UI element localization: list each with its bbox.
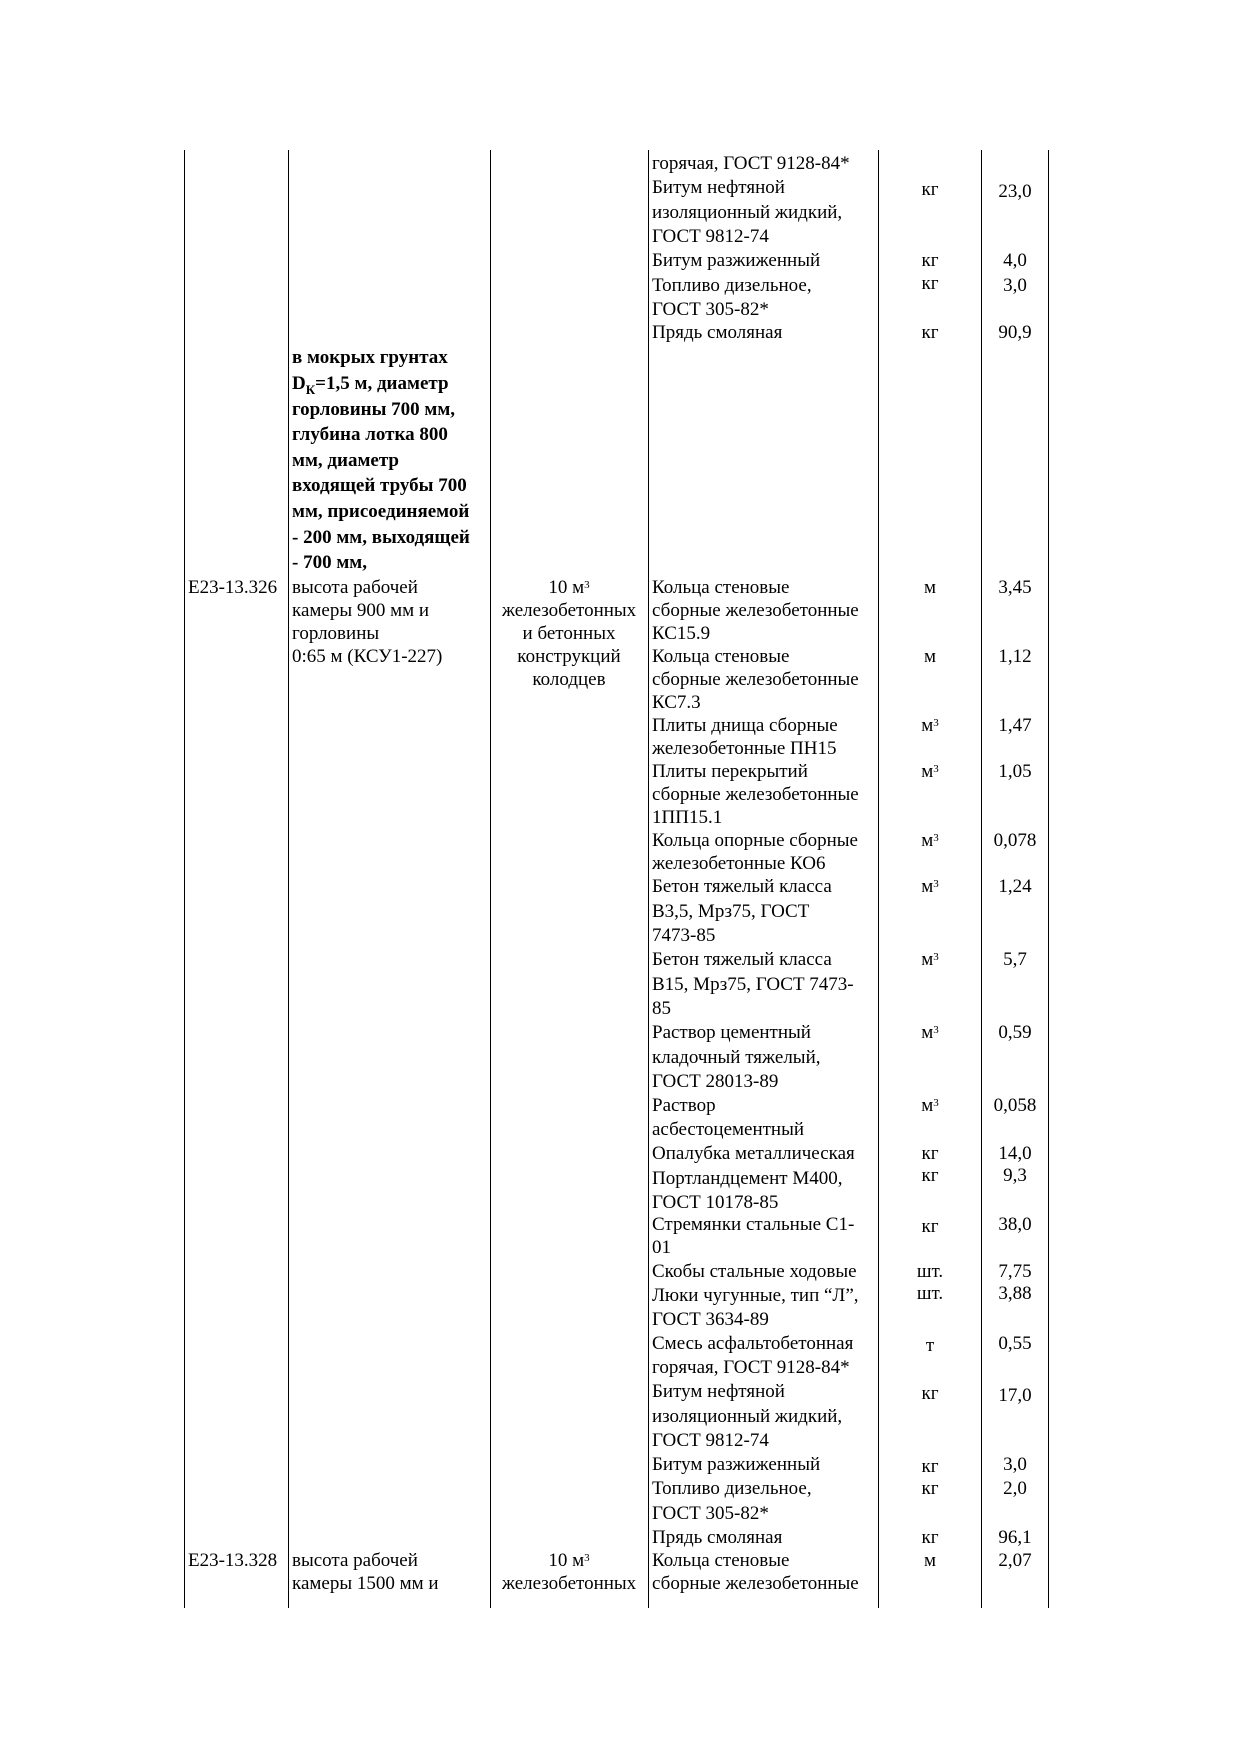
resource-name: Битум нефтяной xyxy=(652,177,785,198)
meter-unit xyxy=(491,1549,647,1573)
resource-name: Опалубка металлическая xyxy=(652,1143,855,1164)
resource-name: Раствор xyxy=(652,1095,716,1116)
resource-name: изоляционный жидкий, xyxy=(652,1406,843,1427)
unit-value xyxy=(882,714,978,738)
table-border-resource xyxy=(878,150,879,1608)
qty-value: 0,058 xyxy=(993,1095,1037,1116)
resource-name: изоляционный жидкий, xyxy=(652,202,843,223)
qty-value: 17,0 xyxy=(998,1385,1032,1406)
resource-name: Кольца стеновые xyxy=(652,646,790,667)
qty-value: 9,3 xyxy=(1003,1165,1027,1186)
resource-name: ГОСТ 28013-89 xyxy=(652,1071,779,1092)
resource-name: Люки чугунные, тип “Л”, xyxy=(652,1285,859,1306)
unit-superscript: 3 xyxy=(933,951,939,963)
meter-unit-text: колодцев xyxy=(532,669,606,690)
qty-value: 5,7 xyxy=(1003,949,1027,970)
heading-d: D xyxy=(292,373,306,394)
section-heading-line: мм, присоединяемой xyxy=(292,501,470,522)
resource-name: асбестоцементный xyxy=(652,1119,805,1140)
qty-value: 90,9 xyxy=(998,322,1032,343)
resource-name: ГОСТ 10178-85 xyxy=(652,1192,779,1213)
qty-value: 3,88 xyxy=(998,1283,1032,1304)
unit-superscript: 3 xyxy=(933,763,939,775)
resource-name: Прядь смоляная xyxy=(652,322,783,343)
unit-superscript: 3 xyxy=(933,878,939,890)
meter-superscript: 3 xyxy=(584,579,590,591)
resource-name: сборные железобетонные xyxy=(652,1573,859,1594)
unit-value: м xyxy=(923,1550,937,1571)
resource-name: Прядь смоляная xyxy=(652,1527,783,1548)
unit-superscript: 3 xyxy=(933,1097,939,1109)
unit-base: м xyxy=(921,1022,934,1043)
resource-name: ГОСТ 3634-89 xyxy=(652,1309,769,1330)
qty-value: 0,59 xyxy=(998,1022,1032,1043)
resource-name: ГОСТ 9812-74 xyxy=(652,226,769,247)
qty-value: 1,47 xyxy=(998,715,1032,736)
resource-name: ГОСТ 305-82* xyxy=(652,299,769,320)
resource-name: Раствор цементный xyxy=(652,1022,811,1043)
resource-name: Битум разжиженный xyxy=(652,1454,821,1475)
unit-value: кг xyxy=(921,322,939,343)
unit-base: м xyxy=(921,830,934,851)
qty-value: 1,05 xyxy=(998,761,1032,782)
resource-name: 7473-85 xyxy=(652,925,716,946)
resource-name: Кольца стеновые xyxy=(652,1550,790,1571)
resource-name: Битум нефтяной xyxy=(652,1381,785,1402)
meter-unit-text: и бетонных xyxy=(522,623,616,644)
resource-name: сборные железобетонные xyxy=(652,600,859,621)
resource-name: железобетонные КО6 xyxy=(652,853,826,874)
qty-value: 2,0 xyxy=(1003,1478,1027,1499)
resource-name: Скобы стальные ходовые xyxy=(652,1261,857,1282)
unit-value xyxy=(882,1021,978,1045)
section-heading-line: в мокрых грунтах xyxy=(292,347,448,368)
unit-value: кг xyxy=(921,1478,939,1499)
unit-superscript: 3 xyxy=(933,717,939,729)
resource-name: 01 xyxy=(652,1237,671,1258)
resource-name: кладочный тяжелый, xyxy=(652,1047,821,1068)
unit-value: кг xyxy=(921,1165,939,1186)
resource-name: Топливо дизельное, xyxy=(652,275,812,296)
unit-value: кг xyxy=(921,273,939,294)
meter-number: 10 м xyxy=(548,1550,585,1571)
unit-value: кг xyxy=(921,1527,939,1548)
resource-name: горячая, ГОСТ 9128-84* xyxy=(652,1357,850,1378)
qty-value: 1,24 xyxy=(998,876,1032,897)
section-heading-line: горловины 700 мм, xyxy=(292,399,456,420)
meter-number: 10 м xyxy=(548,577,585,598)
qty-value: 3,45 xyxy=(998,577,1032,598)
qty-value: 7,75 xyxy=(998,1261,1032,1282)
unit-value xyxy=(882,875,978,899)
resource-name: 85 xyxy=(652,998,671,1019)
table-border-code xyxy=(288,150,289,1608)
resource-name: сборные железобетонные xyxy=(652,784,859,805)
unit-base: м xyxy=(921,761,934,782)
qty-value: 3,0 xyxy=(1003,1454,1027,1475)
unit-value xyxy=(882,948,978,972)
resource-name: Битум разжиженный xyxy=(652,250,821,271)
qty-value: 4,0 xyxy=(1003,250,1027,271)
unit-base: м xyxy=(921,715,934,736)
unit-value: м xyxy=(923,577,937,598)
table-border-right xyxy=(1048,150,1049,1608)
unit-value: кг xyxy=(921,1143,939,1164)
unit-value: т xyxy=(925,1335,935,1356)
section-heading-line: - 700 мм, xyxy=(292,552,367,573)
qty-value: 1,12 xyxy=(998,646,1032,667)
unit-value: шт. xyxy=(916,1261,944,1282)
heading-rest: =1,5 м, диаметр xyxy=(315,373,449,394)
rate-description: горловины xyxy=(292,623,380,644)
qty-value: 0,55 xyxy=(998,1333,1032,1354)
rate-code: Е23-13.326 xyxy=(188,577,278,598)
qty-value: 14,0 xyxy=(998,1143,1032,1164)
unit-value xyxy=(882,760,978,784)
section-heading-line: мм, диаметр xyxy=(292,450,399,471)
resource-name: КС7.3 xyxy=(652,692,701,713)
heading-sub-k: К xyxy=(305,381,316,397)
unit-value: кг xyxy=(921,250,939,271)
resource-name: В15, Мрз75, ГОСТ 7473- xyxy=(652,974,854,995)
table-border-left xyxy=(184,150,185,1608)
resource-name: Портландцемент М400, xyxy=(652,1168,843,1189)
meter-unit-text: конструкций xyxy=(517,646,621,667)
resource-name: В3,5, Мрз75, ГОСТ xyxy=(652,901,810,922)
resource-name: Топливо дизельное, xyxy=(652,1478,812,1499)
unit-value: кг xyxy=(921,179,939,200)
meter-unit-text: железобетонных xyxy=(501,1573,637,1594)
resource-name: Кольца опорные сборные xyxy=(652,830,858,851)
meter-superscript: 3 xyxy=(584,1552,590,1564)
qty-value: 96,1 xyxy=(998,1527,1032,1548)
unit-base: м xyxy=(921,1095,934,1116)
unit-base: м xyxy=(921,949,934,970)
resource-name: ГОСТ 9812-74 xyxy=(652,1430,769,1451)
section-heading-line: - 200 мм, выходящей xyxy=(292,527,470,548)
qty-value: 3,0 xyxy=(1003,275,1027,296)
unit-superscript: 3 xyxy=(933,1024,939,1036)
resource-name: ГОСТ 305-82* xyxy=(652,1503,769,1524)
resource-name: железобетонные ПН15 xyxy=(652,738,837,759)
rate-description: камеры 1500 мм и xyxy=(292,1573,439,1594)
section-heading-line: входящей трубы 700 xyxy=(292,475,467,496)
qty-value: 2,07 xyxy=(998,1550,1032,1571)
unit-value: м xyxy=(923,646,937,667)
unit-value: кг xyxy=(921,1456,939,1477)
resource-name: Бетон тяжелый класса xyxy=(652,949,832,970)
qty-value: 38,0 xyxy=(998,1214,1032,1235)
rate-description: высота рабочей xyxy=(292,577,418,598)
unit-value xyxy=(882,1094,978,1118)
resource-name: Стремянки стальные С1- xyxy=(652,1214,855,1235)
table-border-meter xyxy=(648,150,649,1608)
unit-value: кг xyxy=(921,1383,939,1404)
resource-name: Бетон тяжелый класса xyxy=(652,876,832,897)
rate-description: 0:65 м (КСУ1-227) xyxy=(292,646,443,667)
resource-name: 1ПП15.1 xyxy=(652,807,723,828)
resource-name: Смесь асфальтобетонная xyxy=(652,1333,854,1354)
resource-name: горячая, ГОСТ 9128-84* xyxy=(652,153,850,174)
rate-code: Е23-13.328 xyxy=(188,1550,278,1571)
unit-superscript: 3 xyxy=(933,832,939,844)
resource-name: КС15.9 xyxy=(652,623,711,644)
meter-unit xyxy=(491,576,647,600)
unit-value: шт. xyxy=(916,1283,944,1304)
qty-value: 23,0 xyxy=(998,181,1032,202)
meter-unit-text: железобетонных xyxy=(501,600,637,621)
resource-name: Кольца стеновые xyxy=(652,577,790,598)
unit-base: м xyxy=(921,876,934,897)
table-border-desc xyxy=(490,150,491,1608)
resource-name: сборные железобетонные xyxy=(652,669,859,690)
resource-name: Плиты днища сборные xyxy=(652,715,838,736)
qty-value: 0,078 xyxy=(993,830,1037,851)
section-heading-line: глубина лотка 800 xyxy=(292,424,448,445)
rate-description: камеры 900 мм и xyxy=(292,600,430,621)
unit-value xyxy=(882,829,978,853)
unit-value: кг xyxy=(921,1216,939,1237)
resource-name: Плиты перекрытий xyxy=(652,761,808,782)
rate-description: высота рабочей xyxy=(292,1550,418,1571)
